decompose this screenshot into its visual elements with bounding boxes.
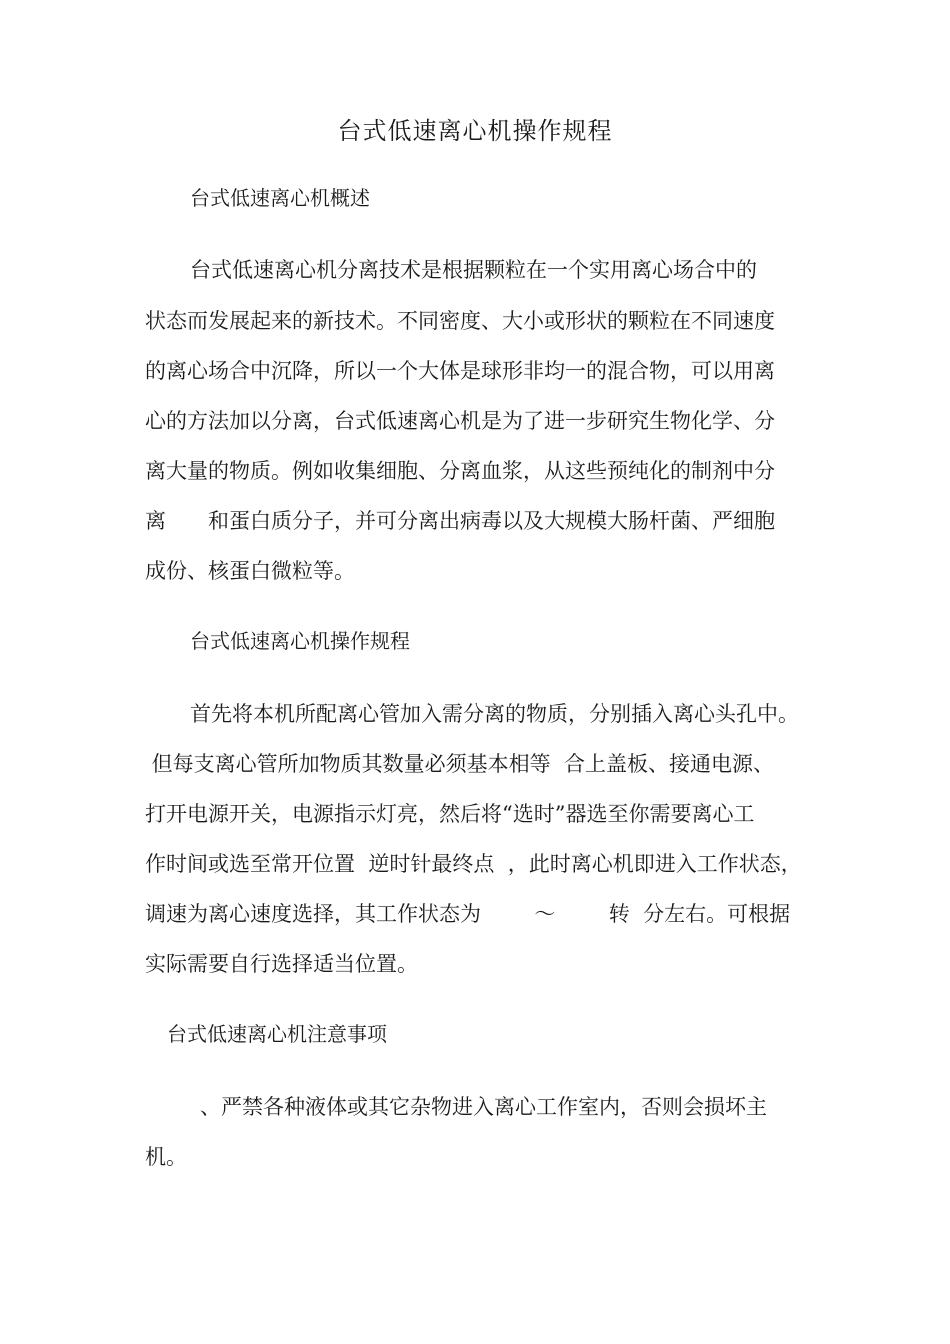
paragraph-line: 离大量的物质。例如收集细胞、分离血浆，从这些预纯化的制剂中分 — [145, 459, 775, 483]
paragraph-line: 成份、核蛋白微粒等。 — [145, 559, 355, 583]
paragraph-line: 作时间或选至常开位置 逆时针最终点 ，此时离心机即进入工作状态， — [145, 852, 802, 876]
section-heading-overview: 台式低速离心机概述 — [190, 186, 370, 210]
paragraph-line: 状态而发展起来的新技术。不同密度、大小或形状的颗粒在不同速度 — [145, 309, 775, 333]
paragraph-line: 实际需要自行选择适当位置。 — [145, 952, 418, 976]
paragraph-line: 但每支离心管所加物质其数量必须基本相等 合上盖板、接通电源、 — [145, 752, 775, 776]
paragraph-line: 、严禁各种液体或其它杂物进入离心工作室内，否则会损坏主 — [200, 1095, 767, 1119]
paragraph-line: 打开电源开关，电源指示灯亮，然后将“选时”器选至你需要离心工 — [145, 802, 755, 826]
paragraph-line: 调速为离心速度选择，其工作状态为 ～ 转 分左右。可根据 — [145, 902, 791, 926]
paragraph-line: 离 和蛋白质分子，并可分离出病毒以及大规模大肠杆菌、严细胞 — [145, 509, 775, 533]
section-heading-precautions: 台式低速离心机注意事项 — [167, 1022, 387, 1046]
paragraph-line: 心的方法加以分离，台式低速离心机是为了进一步研究生物化学、分 — [145, 409, 775, 433]
paragraph-line: 的离心场合中沉降，所以一个大体是球形非均一的混合物，可以用离 — [145, 359, 775, 383]
section-heading-procedure: 台式低速离心机操作规程 — [190, 629, 410, 653]
paragraph-line: 机。 — [145, 1145, 187, 1169]
document-title: 台式低速离心机操作规程 — [337, 117, 613, 145]
paragraph-line: 首先将本机所配离心管加入需分离的物质，分别插入离心头孔中。 — [190, 702, 799, 726]
paragraph-line: 台式低速离心机分离技术是根据颗粒在一个实用离心场合中的 — [190, 258, 757, 282]
